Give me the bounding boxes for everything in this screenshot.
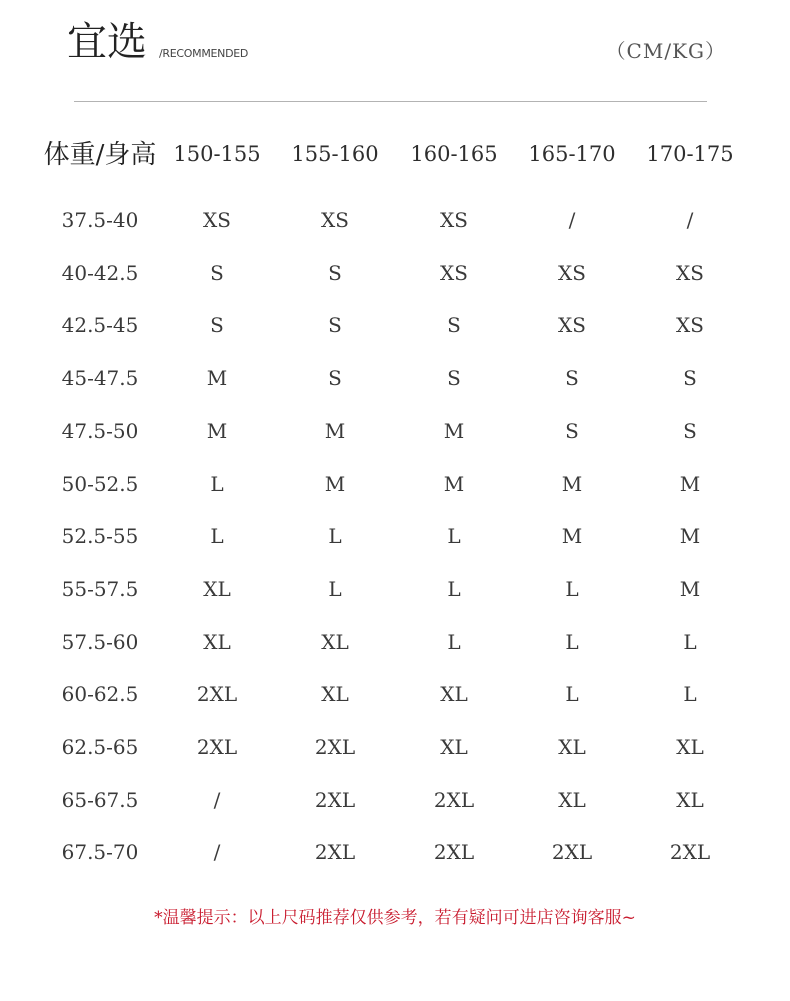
size-cell: XL [321,682,349,706]
weight-cell: 42.5-45 [61,313,139,337]
size-cell: XL [203,630,231,654]
size-cell: M [679,472,701,496]
size-cell: M [206,366,228,390]
size-cell: S [565,366,579,390]
size-cell: XL [440,735,468,759]
weight-cell: 62.5-65 [61,735,139,759]
size-cell: M [561,524,583,548]
size-cell: S [328,366,342,390]
size-cell: 2XL [314,840,356,864]
size-cell: XL [676,788,704,812]
size-cell: XS [676,261,704,285]
size-cell: / [213,840,221,864]
size-cell: S [683,366,697,390]
size-cell: M [206,419,228,443]
size-cell: 2XL [314,735,356,759]
size-cell: M [443,472,465,496]
size-cell: / [686,208,694,232]
column-header-height-5: 170-175 [646,142,734,166]
weight-cell: 40-42.5 [61,261,139,285]
size-cell: / [568,208,576,232]
size-cell: 2XL [196,682,238,706]
column-header-height-3: 160-165 [410,142,498,166]
size-cell: L [328,524,342,548]
weight-cell: 60-62.5 [61,682,139,706]
size-cell: S [447,366,461,390]
unit-label: （CM/KG） [605,39,726,63]
size-cell: S [210,313,224,337]
weight-cell: 37.5-40 [61,208,139,232]
size-cell: M [679,577,701,601]
size-cell: L [565,630,579,654]
column-header-height-2: 155-160 [291,142,379,166]
size-cell: M [561,472,583,496]
column-header-height-4: 165-170 [528,142,616,166]
size-cell: / [213,788,221,812]
size-cell: XS [321,208,349,232]
size-cell: XL [558,788,586,812]
size-cell: XS [440,261,468,285]
size-cell: XS [203,208,231,232]
size-cell: L [210,472,224,496]
size-cell: L [447,577,461,601]
size-cell: 2XL [551,840,593,864]
table-corner-label: 体重/身高 [43,140,157,170]
size-cell: 2XL [433,788,475,812]
size-cell: S [210,261,224,285]
size-cell: L [447,630,461,654]
size-cell: 2XL [669,840,711,864]
size-cell: S [565,419,579,443]
size-cell: XS [558,261,586,285]
size-cell: S [447,313,461,337]
column-header-height-1: 150-155 [173,142,261,166]
size-cell: L [565,577,579,601]
header-divider [74,101,707,102]
size-cell: XL [321,630,349,654]
size-cell: XL [558,735,586,759]
page-title: 宜选 [67,19,147,65]
page-subtitle: /RECOMMENDED [159,47,249,60]
size-cell: L [447,524,461,548]
size-cell: XL [203,577,231,601]
size-cell: S [683,419,697,443]
weight-cell: 52.5-55 [61,524,139,548]
size-cell: XL [440,682,468,706]
size-cell: M [324,419,346,443]
weight-cell: 55-57.5 [61,577,139,601]
size-cell: L [328,577,342,601]
size-cell: S [328,313,342,337]
weight-cell: 50-52.5 [61,472,139,496]
weight-cell: 65-67.5 [61,788,139,812]
size-cell: L [683,682,697,706]
size-cell: M [324,472,346,496]
size-cell: XS [676,313,704,337]
size-cell: XS [558,313,586,337]
size-cell: XS [440,208,468,232]
size-cell: 2XL [196,735,238,759]
size-cell: M [443,419,465,443]
weight-cell: 67.5-70 [61,840,139,864]
size-cell: L [683,630,697,654]
size-cell: 2XL [433,840,475,864]
weight-cell: 45-47.5 [61,366,139,390]
weight-cell: 57.5-60 [61,630,139,654]
size-cell: L [210,524,224,548]
size-cell: XL [676,735,704,759]
size-cell: 2XL [314,788,356,812]
size-cell: M [679,524,701,548]
size-cell: L [565,682,579,706]
size-tip-note: *温馨提示：以上尺码推荐仅供参考，若有疑问可进店咨询客服~ [154,908,636,928]
weight-cell: 47.5-50 [61,419,139,443]
size-cell: S [328,261,342,285]
